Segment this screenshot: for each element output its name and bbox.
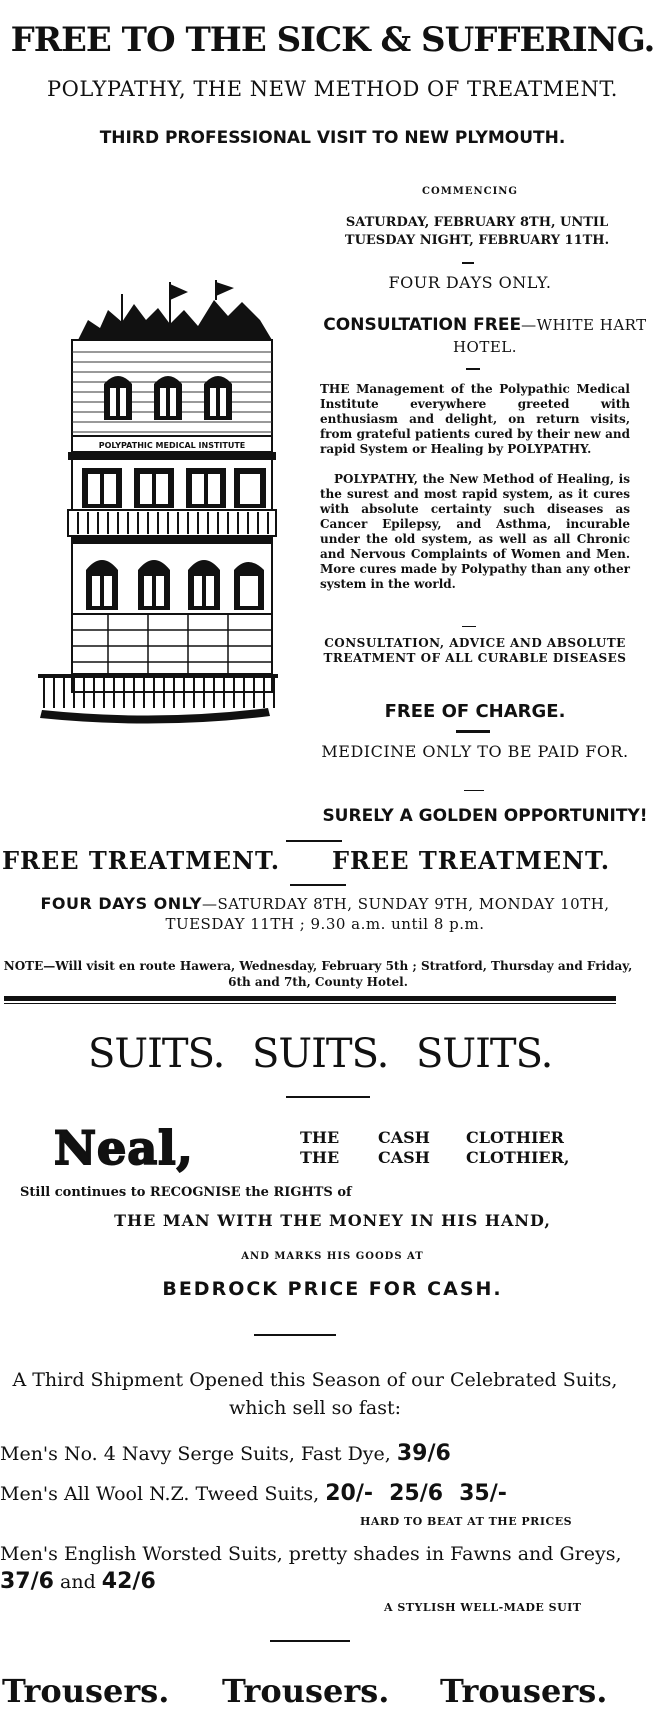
trousers-word-1: Trousers. bbox=[2, 1672, 170, 1710]
trousers-word-2: Trousers. bbox=[222, 1672, 390, 1710]
divider bbox=[286, 1096, 370, 1098]
item-3 bbox=[0, 1540, 630, 1596]
subhead: POLYPATHY, THE NEW METHOD OF TREATMENT. bbox=[47, 77, 618, 101]
divider bbox=[270, 1640, 350, 1642]
man-with-money: THE MAN WITH THE MONEY IN HIS HAND, bbox=[114, 1211, 551, 1230]
item-3-note: A STYLISH WELL-MADE SUIT bbox=[384, 1601, 582, 1614]
item-2 bbox=[0, 1480, 660, 1508]
tag-cash-2: CASH bbox=[378, 1148, 430, 1167]
trousers-word-3: Trousers. bbox=[440, 1672, 608, 1710]
item-2-note: HARD TO BEAT AT THE PRICES bbox=[360, 1515, 573, 1528]
free-of-charge: FREE OF CHARGE. bbox=[384, 701, 566, 722]
divider bbox=[286, 840, 342, 842]
item-2-price-1: 20/- bbox=[325, 1481, 374, 1506]
item-2-text: Men's All Wool N.Z. Tweed Suits, bbox=[0, 1483, 320, 1505]
divider bbox=[254, 1334, 336, 1336]
item-3-and: and bbox=[60, 1571, 96, 1593]
section-divider-thin bbox=[4, 1003, 616, 1004]
tag-clothier-1: CLOTHIER bbox=[466, 1128, 564, 1147]
tag-cash-1: CASH bbox=[378, 1128, 430, 1147]
building-sign-text: POLYPATHIC MEDICAL INSTITUTE bbox=[98, 441, 246, 450]
divider bbox=[462, 626, 476, 627]
tag-the-2: THE bbox=[300, 1148, 340, 1167]
four-days-only: FOUR DAYS ONLY. bbox=[388, 273, 552, 292]
schedule-block bbox=[0, 894, 650, 934]
brand-name: Neal, bbox=[54, 1121, 194, 1175]
free-treatment-right: FREE TREATMENT. bbox=[332, 846, 611, 875]
divider bbox=[466, 368, 480, 370]
headline: FREE TO THE SICK & SUFFERING. bbox=[10, 20, 655, 60]
venue: —WHITE HART HOTEL. bbox=[452, 316, 647, 356]
divider bbox=[290, 884, 346, 886]
item-3-price-b: 42/6 bbox=[101, 1569, 156, 1594]
brand-tagline bbox=[300, 1128, 640, 1168]
note-label: NOTE bbox=[3, 959, 44, 973]
golden-opportunity: SURELY A GOLDEN OPPORTUNITY! bbox=[322, 806, 648, 826]
dates: SATURDAY, FEBRUARY 8TH, UNTIL TUESDAY NIGHT, FEBRUARY 11TH. bbox=[344, 215, 610, 248]
visit-line: THIRD PROFESSIONAL VISIT TO NEW PLYMOUTH. bbox=[99, 128, 566, 148]
divider bbox=[462, 262, 474, 264]
item-1-text: Men's No. 4 Navy Serge Suits, Fast Dye, bbox=[0, 1443, 391, 1465]
consultation-free: CONSULTATION FREE bbox=[323, 315, 522, 335]
bedrock-price: BEDROCK PRICE FOR CASH. bbox=[162, 1278, 503, 1300]
free-treatment-left: FREE TREATMENT. bbox=[2, 846, 281, 875]
schedule-text: —SATURDAY 8TH, SUNDAY 9TH, MONDAY 10TH, TUESDAY 11TH ; 9.30 a.m. until 8 p.m. bbox=[165, 895, 610, 933]
suits-word-3: SUITS. bbox=[416, 1031, 553, 1077]
item-3-text: Men's English Worsted Suits, pretty shades in Fawns and Greys, bbox=[0, 1543, 622, 1565]
suits-word-1: SUITS. bbox=[88, 1031, 225, 1077]
note-text: —Will visit en route Hawera, Wednesday, February 5th ; Stratford, Thursday and Friday, 6th and 7th, County Hotel. bbox=[43, 959, 633, 989]
consultation-block bbox=[320, 314, 650, 358]
polypathy-paragraph-1: THE Management of the Polypathic Medical Institute everywhere greeted with enthusiasm and delight, on return visits, from grateful patients cured by their new and rapid System or Healing by POLYPATHY. bbox=[320, 382, 630, 456]
trousers-heading bbox=[0, 1670, 665, 1714]
note-block bbox=[0, 958, 636, 990]
commencing-label: COMMENCING bbox=[422, 186, 518, 197]
divider bbox=[464, 790, 484, 791]
tag-clothier-2: CLOTHIER, bbox=[466, 1148, 570, 1167]
four-days-label: FOUR DAYS ONLY bbox=[40, 894, 202, 913]
consultation-advice: CONSULTATION, ADVICE AND ABSOLUTE TREATMENT OF ALL CURABLE DISEASES bbox=[323, 636, 627, 665]
suits-word-2: SUITS. bbox=[252, 1031, 389, 1077]
item-2-price-3: 35/- bbox=[459, 1481, 507, 1506]
section-divider bbox=[4, 996, 616, 1001]
item-2-price-2: 25/6 bbox=[389, 1481, 444, 1506]
medicine-note: MEDICINE ONLY TO BE PAID FOR. bbox=[321, 742, 629, 761]
tag-the-1: THE bbox=[300, 1128, 340, 1147]
item-1-price: 39/6 bbox=[396, 1441, 451, 1466]
divider bbox=[456, 730, 490, 733]
building-illustration-icon bbox=[38, 280, 288, 730]
item-1 bbox=[0, 1440, 640, 1468]
still-continues: Still continues to RECOGNISE the RIGHTS of bbox=[20, 1185, 352, 1200]
marks-goods: AND MARKS HIS GOODS AT bbox=[241, 1251, 424, 1262]
polypathy-paragraph-2: POLYPATHY, the New Method of Healing, is the surest and most rapid system, as it cures with absolute certainty such diseases as Cancer Epilepsy, and Asthma, incurable under the old system, as well as all Chronic and Nervous Complaints of Women and Men. More cures made by Polypathy than any other system in the world. bbox=[320, 472, 630, 591]
shipment-text: A Third Shipment Opened this Season of our Celebrated Suits, which sell so fast: bbox=[12, 1369, 618, 1419]
item-3-price-a: 37/6 bbox=[0, 1569, 54, 1594]
